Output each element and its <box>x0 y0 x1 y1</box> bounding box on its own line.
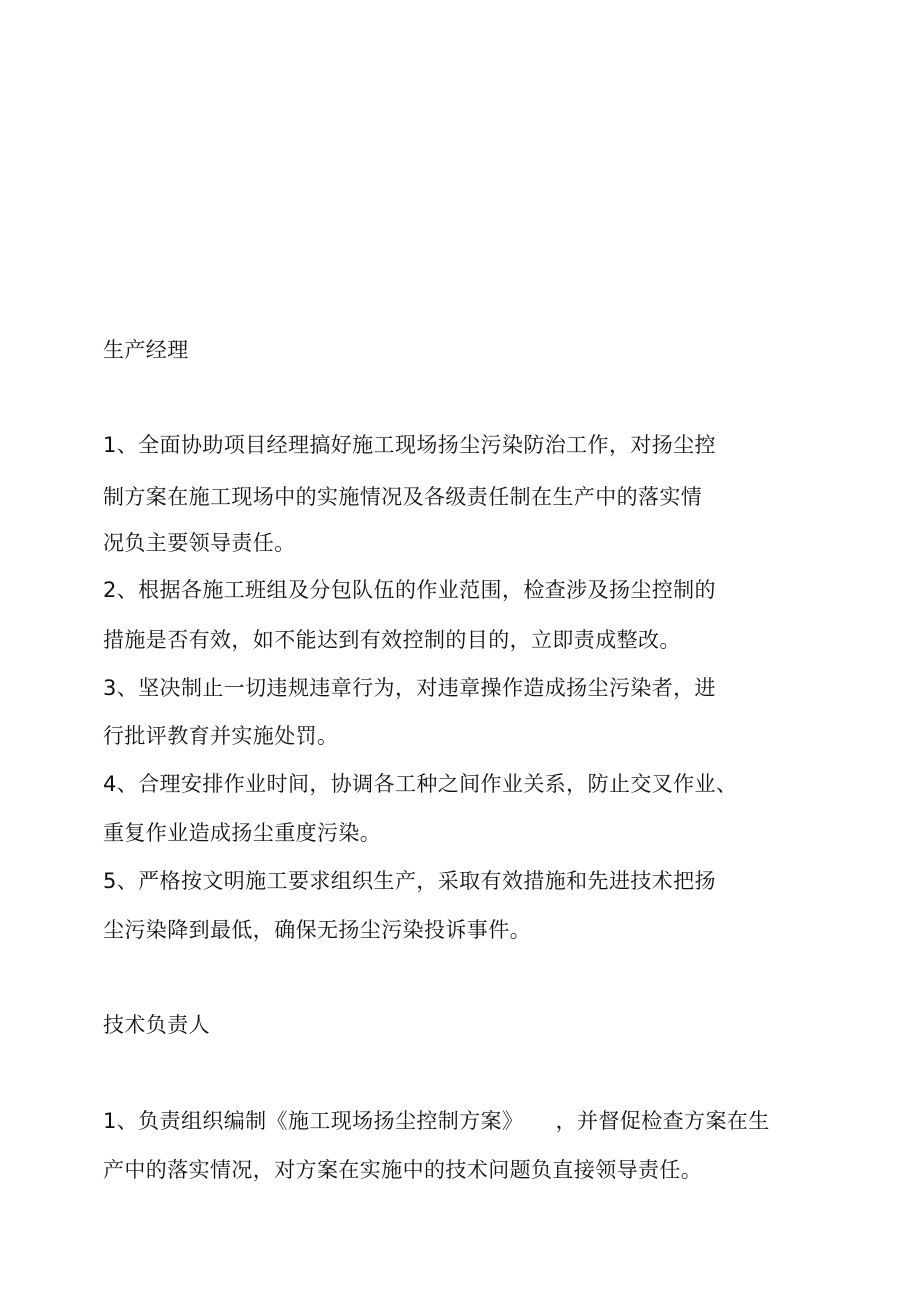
paragraph-line: 重复作业造成扬尘重度污染。 <box>103 821 382 845</box>
section-heading-production-manager: 生产经理 <box>103 338 189 362</box>
paragraph-line: 2、根据各施工班组及分包队伍的作业范围，检查涉及扬尘控制的 <box>103 578 716 602</box>
paragraph-line: 措施是否有效，如不能达到有效控制的目的，立即责成整改。 <box>103 628 681 652</box>
paragraph-line: 1、全面协助项目经理搞好施工现场扬尘污染防治工作，对扬尘控 <box>103 433 716 457</box>
paragraph-line: 行批评教育并实施处罚。 <box>103 724 339 748</box>
paragraph-line: 4、合理安排作业时间，协调各工种之间作业关系，防止交叉作业、 <box>103 772 738 796</box>
paragraph-line: 制方案在施工现场中的实施情况及各级责任制在生产中的落实情 <box>103 485 703 509</box>
paragraph-line: 1、负责组织编制《施工现场扬尘控制方案》 ，并督促检查方案在生 <box>103 1109 770 1133</box>
paragraph-line: 况负主要领导责任。 <box>103 531 296 555</box>
paragraph-line: 3、坚决制止一切违规违章行为，对违章操作造成扬尘污染者，进 <box>103 676 716 700</box>
paragraph-line: 产中的落实情况，对方案在实施中的技术问题负直接领导责任。 <box>103 1158 703 1182</box>
paragraph-line: 尘污染降到最低，确保无扬尘污染投诉事件。 <box>103 918 531 942</box>
section-heading-technical-lead: 技术负责人 <box>103 1013 210 1037</box>
paragraph-line: 5、严格按文明施工要求组织生产，采取有效措施和先进技术把扬 <box>103 869 716 893</box>
